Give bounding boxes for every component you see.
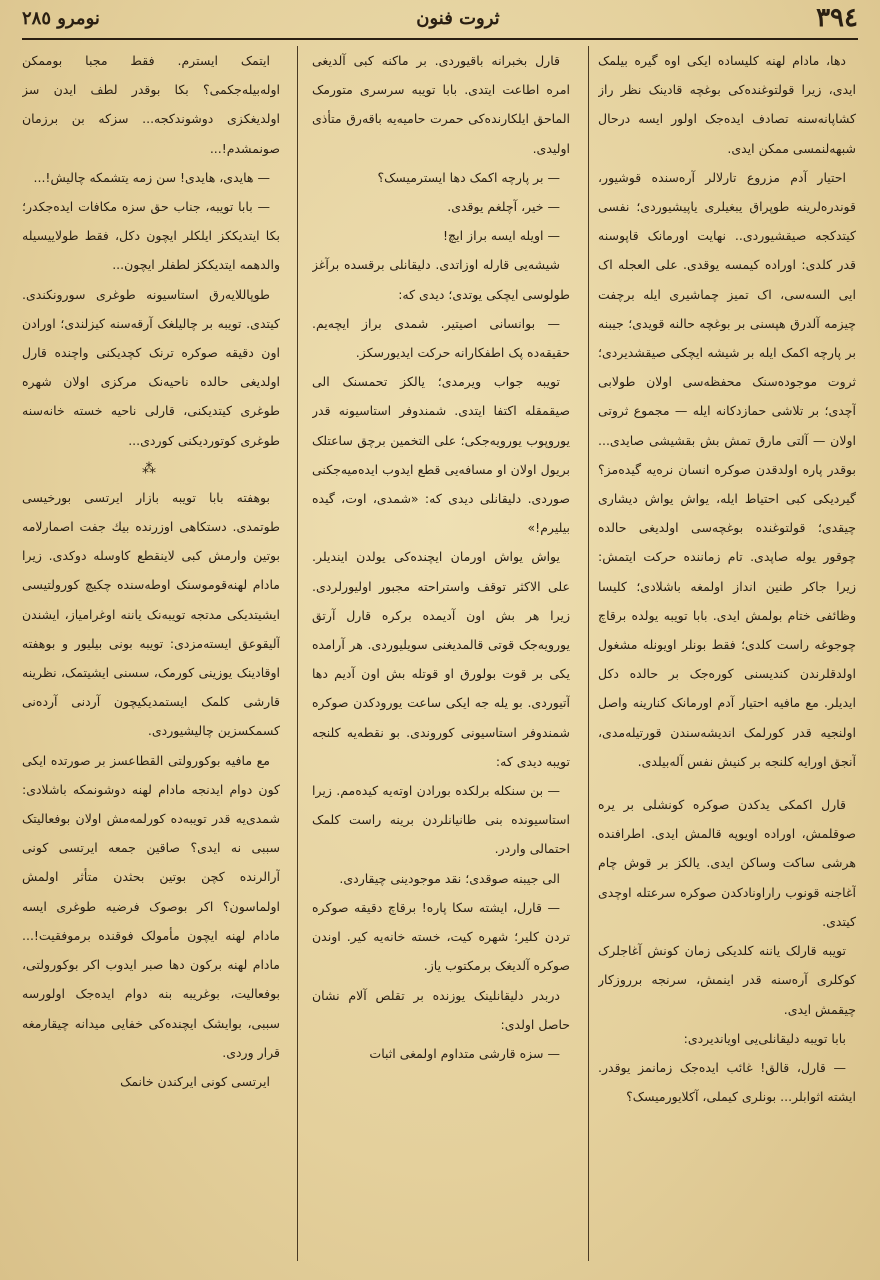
page-number: ٣٩٤	[816, 3, 858, 33]
paragraph: ایرتسی کونی ایرکندن خانمک	[120, 1073, 270, 1089]
paragraph: دها، مادام لهنه کلیساده ایکی اوه گیره بیلمک ایدی، زیرا قولتوغنده‌کی بوغچه قادینک نظر راز کشاپانه‌سنه تصادف ایده‌جک اولور ایسه درحال شبهه‌لنمسی ممکن ایدی.	[598, 53, 856, 156]
paragraph: الی جیبنه صوقدی؛ نقد موجودینی چیقاردی.	[339, 870, 560, 886]
paragraph: — بوانسانی اصیتیر. شمدی براز ایچه‌یم. حقیقه‌ده پک اطفکارانه حرکت ایدیورسکز.	[312, 315, 570, 361]
column-divider	[588, 46, 589, 1261]
paragraph: — سزه قارشی متداوم اولمغی اثبات	[369, 1045, 560, 1061]
paragraph: ایتمک ایسترم. فقط مجبا بوممکن اوله‌بیله‌جکمی؟ بکا بوقدر لطف ایدن سز اولدیغکزی دوشوندکجه... سزکه بن برزمان صونمشدم!...	[22, 53, 280, 156]
paragraph: — بر پارچه اکمک دها ایسترمیسک؟	[377, 169, 560, 185]
header-rule	[22, 38, 858, 40]
paragraph: دربدر دلیقانلینک یوزنده بر تقلص آلام نشان حاصل اولدی:	[312, 987, 570, 1032]
paragraph: شیشه‌یی قارله اوزاتدی. دلیقانلی برقسده برآغز طولوسی ایچکی یوتدی؛ دیدی که:	[312, 257, 570, 302]
paragraph: — بن سنکله برلکده بورادن اوته‌یه کیده‌مم. زیرا استاسیونده بنی طانیانلردن برینه راست کلمک احتمالی واردر.	[312, 783, 570, 857]
section-separator: ⁂	[142, 460, 160, 477]
paragraph: — قارل، ایشته سکا پاره! برقاچ دقیقه صوکره تردن کلیر؛ شهره کیت، خسته خانه‌یه کیر. اوندن صوکره آلدیغک برمکتوب یاز.	[312, 899, 570, 974]
column-middle	[312, 46, 570, 1261]
paragraph: — بابا تویبه، جناب حق سزه مکافات ایده‌جکدر؛ بکا ایتدیککز ایلکلر ایچون دکل، فقط طولاییسیله والدهمه ایتدیککز لطفلر ایچون...	[22, 199, 280, 273]
column-left	[22, 46, 280, 1261]
paragraph: یواش یواش اورمان ایچنده‌کی یولدن ایندیلر. علی الاکثر توقف واستراحته مجبور اولیورلردی. زیرا هر بش اون آدیمده برکره قارل آرتق یورویه‌جک قوتی قالمدیغنی سویلیوردی. هر آرامده یکی بر قوت بولورق او قوتله بش اون آدیم دها آتیوردی. بو یله جه ایکی ساعت یورودکدن صوکره شمندوفر استاسیونی کوروندی. بو نقطه‌یه کلنجه تویبه دیدی که:	[312, 549, 570, 769]
paragraph: قارل بخبرانه باقیوردی. بر ماکنه کبی آلدیغی امره اطاعت ایتدی. بابا تویبه سرسری متورمک الماحق ایلکارنده‌کی حمرت حامیه‌یه باقه‌رق متأذی اولیدی.	[312, 53, 570, 156]
issue-number: نومرو ٢٨٥	[22, 7, 100, 29]
paragraph: مع مافیه بوکورولتی القطاعسز بر صورتده ایکی کون دوام ایدنجه مادام لهنه دوشونمکه باشلادی: شمدی‌یه قدر تویبه‌ده کورلمه‌مش اولان بوفعالیتک سببی نه ایدی؟ صاقین جمعه ایرتسی کونی آرالرنده کچن بوتین بحثدن متأثر اولمش اولماسون؟ اکر بوصوک فرضیه طوغری ایسه مادام لهنه ایچون مأمولک فوقنده برموفقیت!... مادام لهنه برکون دها صبر ایدوب اکر بوکورولتی، بوفعالیت، بوغریبه بنه دوام ایده‌جک اولورسه سببی، بوایشک ایچنده‌کی خفایی میدانه چیقارمغه قرار وردی.	[22, 752, 280, 1060]
journal-title: ثروت فنون	[416, 7, 500, 29]
paragraph: طوپاللایه‌رق استاسیونه طوغری سورونکندی. کیتدی. تویبه بر چالیلغک آرقه‌سنه کیزلندی؛ اورادن اون دقیقه صوکره ترنک کچدیکنی واچنده قارل اولدیغی حالده ناحیه‌نک مرکزی اولان شهره طوغری کیتدیکنی، قارلی ناحیه خسته خانه‌سنه طوغری کوتوردیکنی کوردی...	[22, 286, 280, 448]
paragraph: تویبه جواب ویرمدی؛ یالکز تحمسنک الی صیقمقله اکتفا ایتدی. شمندوفر استاسیونه قدر یوروپوب یورویه‌جکی؛ علی التخمین برچق ساعتلک بریول اولان او مسافه‌یی قطع ایدوب ایده‌میه‌جکنی صوردی. دلیقانلی دیدی که: «شمدی، اوت، گیده بیلیرم!»	[312, 374, 570, 536]
paragraph: بوهفته بابا تویبه بازار ایرتسی بورخیسی طوتمدی. دستکاهی اوزرنده بیك جفت اصمارلامه بوتین وارمش کبی لاینقطع کاوسله دوکدی. زیرا مادام لهنه‌قوموسنک اوطه‌سنده چکیچ کورولتیسی ایشیتدیکی مدتجه تویبه‌نک یاننه اوغرامیاز، ایشندن آلیقوعق ایسته‌مزدی: تویبه بونی بیلیور و بوهفته اوقادینک یوزینی کورمک، سسنی ایشیتمک، نظرینه قارشی کلمک ایستمدیکیچون آردنی آرده‌نی کسمکسزین چالیشیوردی.	[22, 489, 280, 739]
column-divider	[297, 46, 298, 1261]
paragraph: — هایدی، هایدی! سن زمه یتشمکه چالیش!...	[33, 169, 270, 185]
paragraph: قارل اکمکی یدکدن صوکره کونشلی بر یره صوقلمش، اوراده اویوپه قالمش ایدی. اطرافنده هرشی ساکت وساکن ایدی. یالکز بر قوش چام آغاجنه قونوب راراونادکدن صوکره سرعتله اوچدی کیتدی.	[598, 797, 856, 929]
column-right	[598, 46, 856, 1261]
paragraph: — خیر، آچلغم یوقدی.	[447, 199, 560, 215]
page-header	[22, 0, 858, 36]
paragraph: بابا تویبه دلیقانلی‌یی اویاندیردی:	[683, 1030, 846, 1046]
paragraph: — اویله ایسه براز ایچ!	[443, 228, 560, 244]
paragraph: تویبه قارلک یاننه کلدیکی زمان کونش آغاجلرک کوکلری آره‌سنه قدر اینمش، سرنجه برروزکار چیقمش ایدی.	[598, 943, 856, 1017]
paragraph: — قارل، قالق! غائب ایده‌جک زمانمز یوقدر. ایشته اثوابلر... بونلری کیملی، آکلایورمیسک؟	[598, 1059, 856, 1105]
paragraph: احتیار آدم مزروع تارلالر آره‌سنده قوشیور، قوندره‌لرینه طوپراق یبغیلری یاپیشیوردی؛ نفسی کیتدکجه صیقشیوردی.. نهایت اورمانک قاپوسنه قدر کلدی: اوراده کیمسه یوقدی. علی العجله اک ایی السه‌سی، اک تمیز چماشیری ایله برچفت چیزمه آلدرق هپسنی بر بوغچه حالنه قویدی؛ جیبنه بر پارچه اکمک ایله بر شیشه ایچکی صیقشدیردی؛ ثروت موجوده‌سنک محفظه‌سی اولان طولابی آچدی؛ بر تلاشی حمازدکانه ایله — مجموع ثروتی اولان — آلتی مارق تمش بش بقشیشی صایدی... بوقدر پاره اولدقدن صوکره انسان نره‌یه گیده‌مز؟ گیردیکی کبی احتیاط ایله، یواش یواش دیشاری چیقدی؛ قولتوغنده بوغچه‌سی اولدیغی حالده چوقور یوله صاپدی. تام زماننده حرکت ایتمش: زیرا جاکر طنین انداز اولمغه باشلادی؛ کلیسا وظائفی ختام بولمش ایدی. بابا تویبه یولده برقاچ چوجوغه راست کلدی؛ فقط بونلر اویونله مشغول اولدقلرندن کندیسنی کوره‌جک بر حالده دکل ایدیلر. مع مافیه احتیار آدم اورمانک کنارینه واصل اولنجیه قدر کورلمک اندیشه‌سندن قورتیله‌مدی، آنجق اورایه کلنجه بر کنیش نفس آله‌بیلدی.	[598, 169, 856, 769]
